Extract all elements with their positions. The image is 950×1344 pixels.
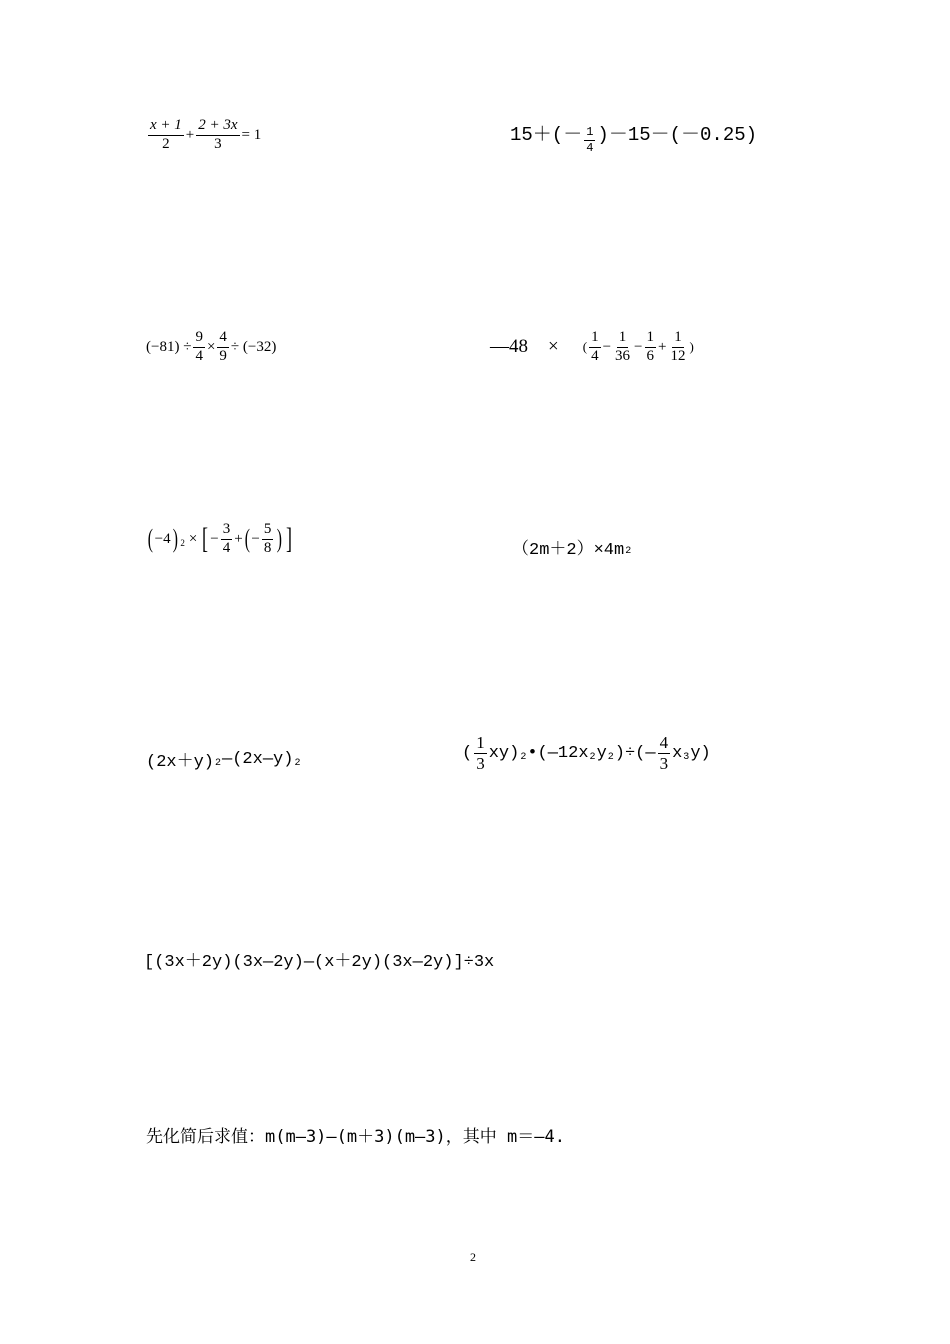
prompt-text: 先化简后求值：m(m—3)—(m＋3)(m—3)，其中 m＝—4. <box>146 1127 565 1147</box>
numerator: 1 <box>645 330 657 348</box>
x-var: x <box>672 743 683 763</box>
denominator: 36 <box>615 347 631 364</box>
expression-end: ÷ (−32) <box>230 338 277 355</box>
exponent: 2 <box>180 538 185 549</box>
expression-15-minus <box>510 118 758 155</box>
expression-2m-plus-2 <box>512 534 632 560</box>
fraction <box>474 734 487 773</box>
open-paren: ( <box>244 524 250 554</box>
numerator: 1 <box>589 330 601 348</box>
denominator: 2 <box>162 135 170 152</box>
exponent: 2 <box>215 757 222 769</box>
minus-sign: − <box>251 530 260 547</box>
numerator: 1 <box>672 330 684 348</box>
plus-sign: + <box>234 530 243 547</box>
denominator: 3 <box>659 753 669 773</box>
close-paren: ) <box>689 339 694 355</box>
numerator: 3 <box>221 522 233 540</box>
denominator: 3 <box>214 135 222 152</box>
fraction <box>148 118 184 153</box>
fraction <box>584 126 595 154</box>
numerator: 1 <box>617 330 629 348</box>
denominator: 12 <box>670 347 686 364</box>
expression-division-chain <box>146 330 276 365</box>
numerator: 5 <box>262 522 274 540</box>
denominator: 4 <box>222 539 231 556</box>
equals-one: = 1 <box>241 126 262 143</box>
simplify-evaluate-prompt <box>146 1122 565 1147</box>
exponent: 2 <box>607 751 614 763</box>
divide-term: )÷(— <box>614 743 656 763</box>
exponent: 2 <box>589 751 596 763</box>
plus-sign: + <box>658 338 667 355</box>
expression-main: （2m＋2）×4m <box>512 541 625 560</box>
fraction <box>217 330 229 365</box>
denominator: 3 <box>476 753 485 773</box>
numerator: 9 <box>193 330 205 348</box>
fraction <box>658 734 671 773</box>
denominator: 6 <box>646 347 654 364</box>
xy-term: xy) <box>488 743 520 763</box>
minus-sign: − <box>602 338 612 355</box>
numerator: x + 1 <box>148 118 184 136</box>
term-2: —(2x—y) <box>222 749 294 769</box>
page-number: 2 <box>470 1250 476 1264</box>
expression-squared-times-bracket <box>146 522 294 557</box>
open-paren: ( <box>462 743 473 763</box>
end-term: y) <box>690 743 711 763</box>
expression-minus48-times <box>490 330 694 365</box>
equation-fraction-sum <box>146 118 261 153</box>
exponent: 2 <box>520 751 527 763</box>
fraction <box>221 522 233 557</box>
base: −4 <box>154 530 171 547</box>
fraction <box>262 522 274 557</box>
exponent: 2 <box>625 545 632 557</box>
numerator: 1 <box>586 125 594 139</box>
expression-suffix: )－15－(－0.25) <box>597 123 758 146</box>
open-bracket: [ <box>202 522 209 556</box>
fraction <box>645 330 657 365</box>
minus-48: —48 <box>490 336 528 358</box>
fraction <box>193 330 205 365</box>
close-paren: ) <box>172 524 178 554</box>
times-sign: × <box>206 338 216 355</box>
denominator: 4 <box>586 140 594 155</box>
numerator: 1 <box>476 733 485 752</box>
fraction <box>589 330 601 365</box>
denominator: 4 <box>195 347 203 364</box>
term-1: (2x＋y) <box>146 753 215 772</box>
expression-difference-of-squares <box>146 746 301 772</box>
close-bracket: ] <box>286 522 293 556</box>
open-paren: ( <box>582 339 588 355</box>
exponent: 2 <box>294 757 301 769</box>
denominator: 4 <box>591 347 599 364</box>
exponent: 3 <box>683 751 690 763</box>
fraction <box>613 330 632 365</box>
numerator: 4 <box>217 330 229 348</box>
numerator: 2 + 3x <box>196 118 239 136</box>
bracketed-sum <box>583 330 694 365</box>
y-var: y <box>596 743 607 763</box>
expression-text: [(3x＋2y)(3x—2y)—(x＋2y)(3x—2y)]÷3x <box>144 953 495 972</box>
close-paren: ) <box>277 524 283 554</box>
open-paren: ( <box>147 524 153 554</box>
expression-monomial-division <box>462 734 711 773</box>
numerator: 4 <box>659 733 669 752</box>
plus-sign: + <box>185 126 195 143</box>
expression-bracket-division <box>144 946 494 972</box>
expression-prefix: 15＋(－ <box>510 123 583 146</box>
minus-sign: − <box>634 338 643 355</box>
times-sign: × <box>548 336 559 358</box>
minus-sign: − <box>210 530 219 547</box>
denominator: 9 <box>219 347 227 364</box>
times-sign: × <box>188 530 198 547</box>
denominator: 8 <box>263 539 272 556</box>
middle-term: •(—12x <box>527 743 589 763</box>
fraction <box>196 118 239 153</box>
fraction <box>668 330 687 365</box>
expression-start: (−81) ÷ <box>146 338 192 355</box>
